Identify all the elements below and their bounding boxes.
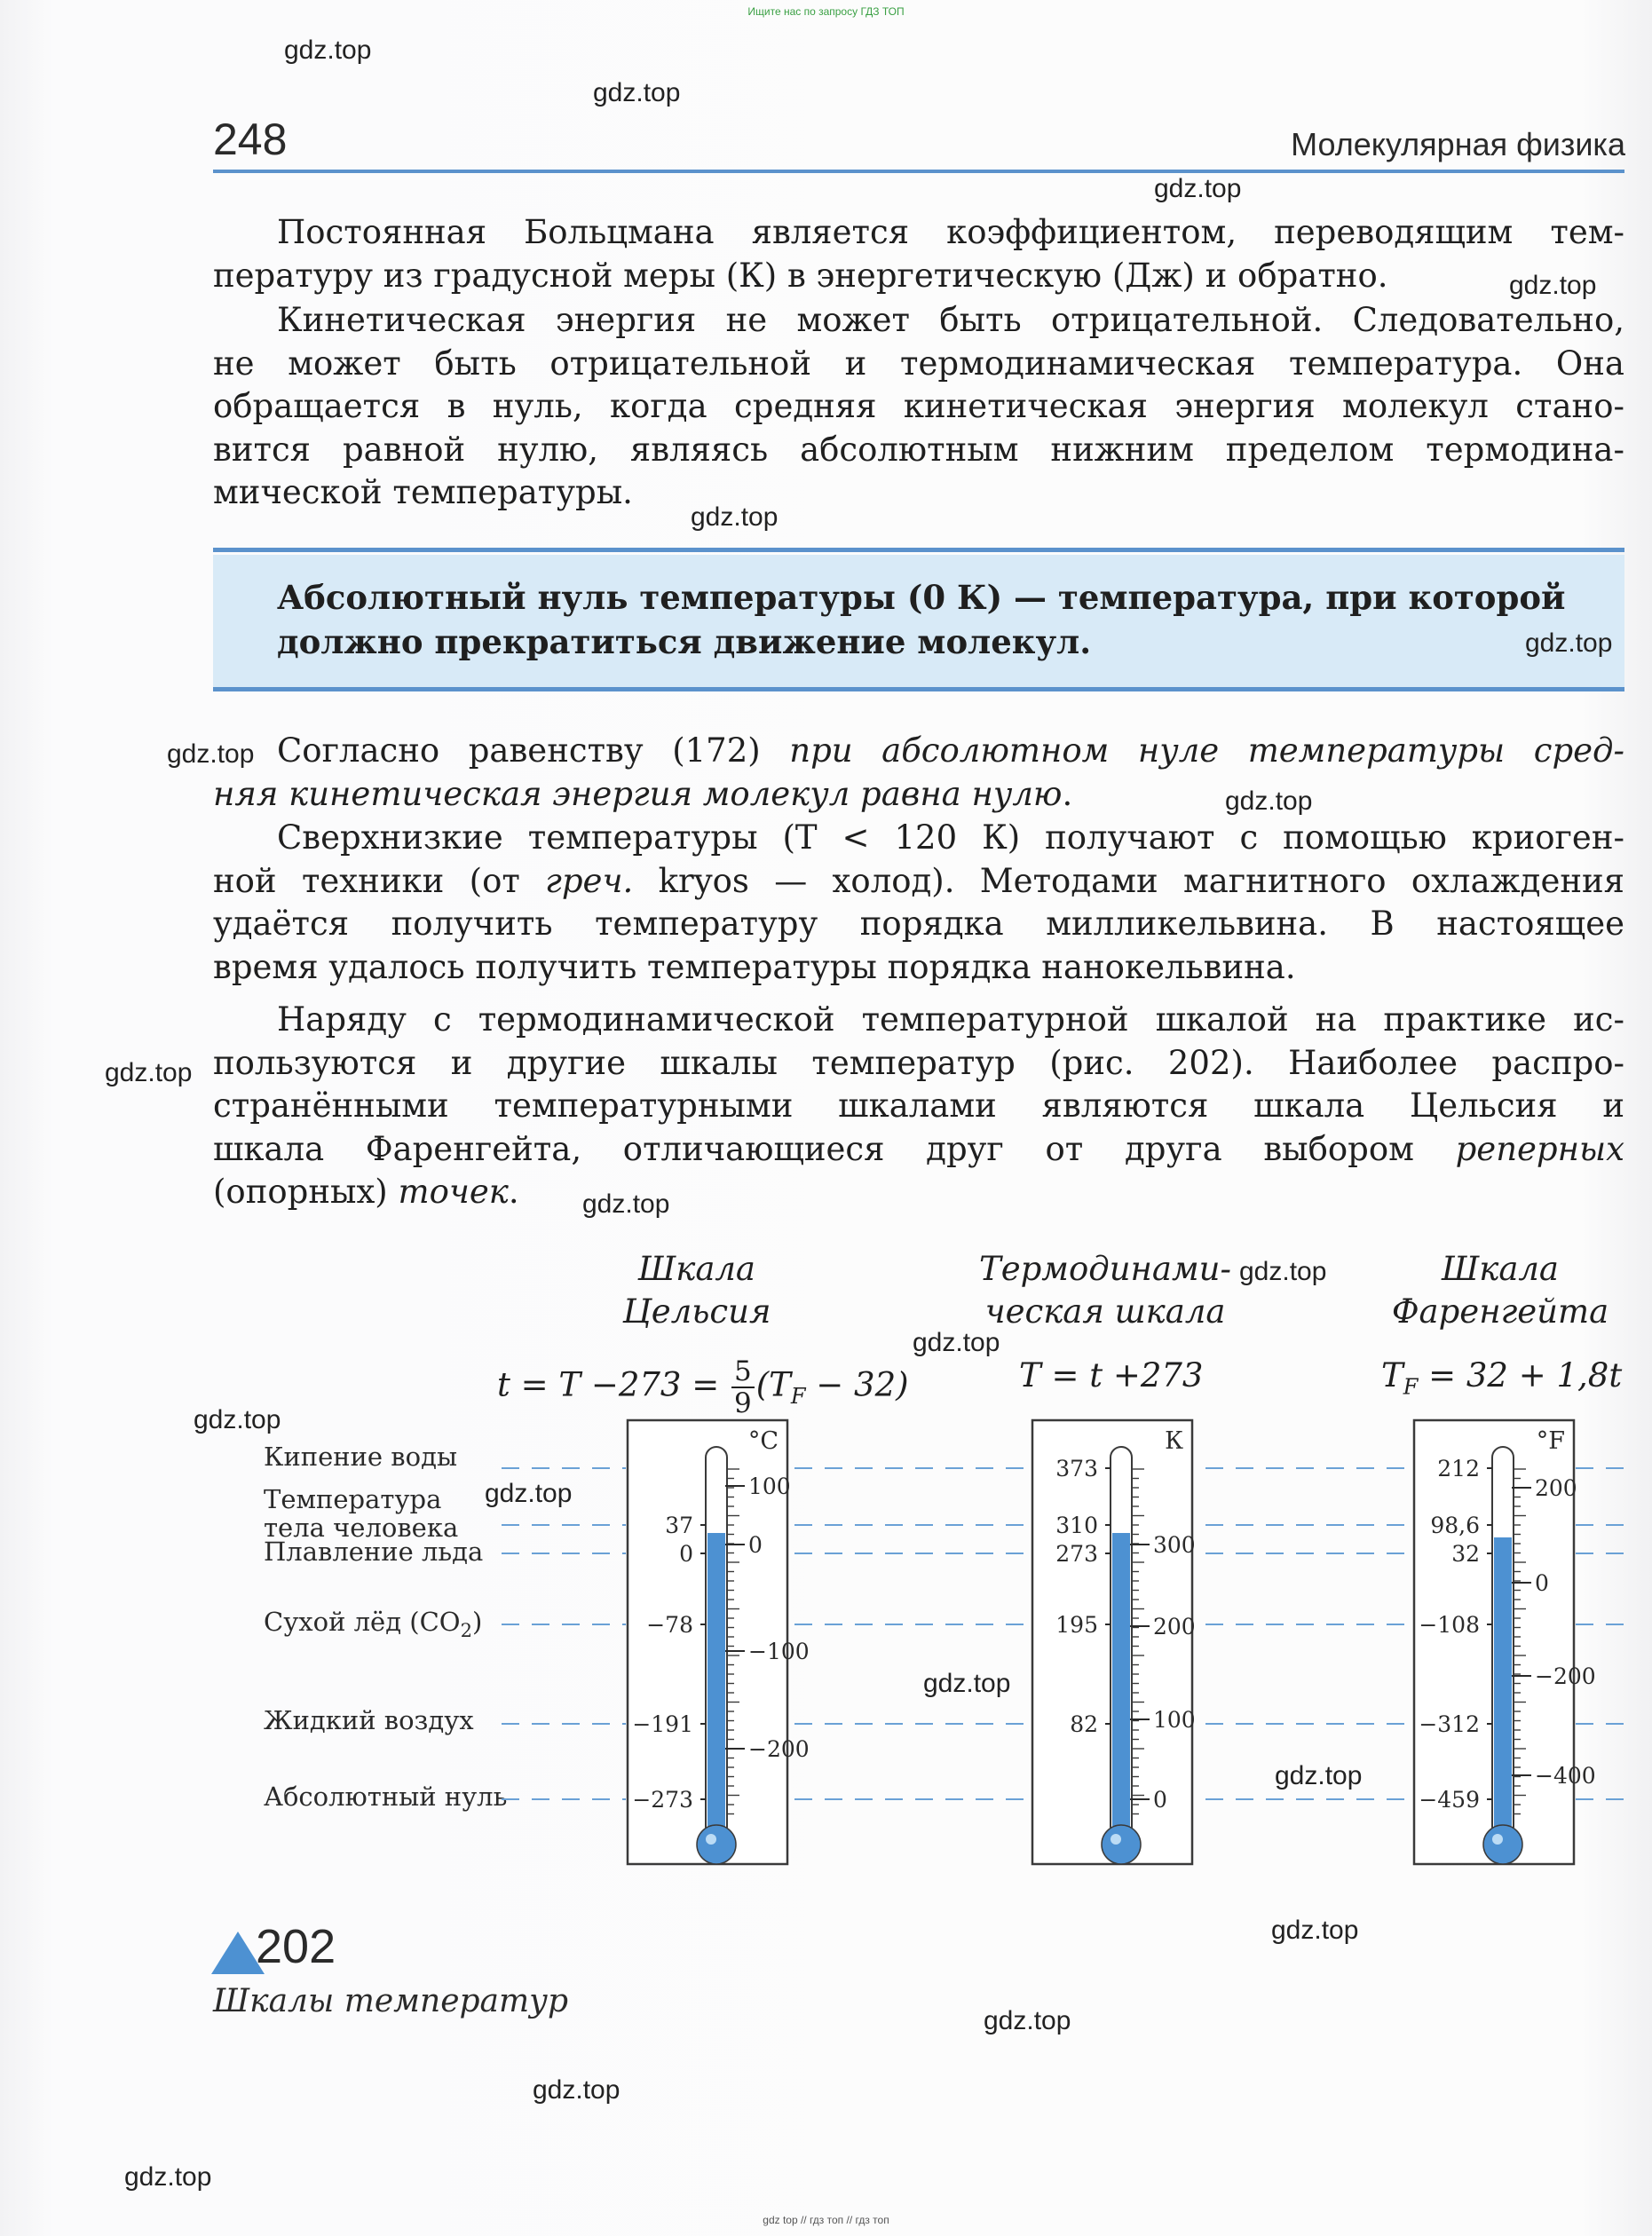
watermark: gdz.top xyxy=(1239,1257,1327,1286)
watermark: gdz.top xyxy=(923,1669,1011,1698)
watermark: gdz.top xyxy=(485,1479,573,1508)
text-run: шкала Фаренгейта, отличающиеся друг от друга выбором xyxy=(213,1129,1456,1168)
major-tick-label: 200 xyxy=(1535,1475,1577,1501)
italic-run: няя кинетическая энергия молекул равна нулю xyxy=(213,774,1063,813)
thermometer-bulb xyxy=(1102,1825,1141,1864)
title-line: Термодинами- xyxy=(979,1250,1231,1288)
bulb-highlight xyxy=(1111,1834,1121,1845)
watermark: gdz.top xyxy=(1154,174,1242,203)
label-part: ) xyxy=(471,1607,483,1637)
watermark: gdz.top xyxy=(167,739,255,769)
label-line: тела человека xyxy=(264,1513,459,1543)
row-label-ice: Плавление льда xyxy=(264,1537,484,1567)
watermark: gdz.top xyxy=(105,1058,193,1087)
title-line: Фаренгейта xyxy=(1391,1292,1609,1331)
major-tick-label: 100 xyxy=(748,1474,791,1499)
label-line: Температура xyxy=(264,1484,442,1514)
thermometer-bulb xyxy=(1483,1825,1522,1864)
text-line: странёнными температурными шкалами являются шкала Цельсия и xyxy=(213,1086,1624,1125)
watermark: gdz.top xyxy=(913,1328,1000,1357)
watermark: gdz.top xyxy=(1525,628,1613,658)
title-line: ческая шкала xyxy=(984,1292,1226,1331)
watermark: gdz.top xyxy=(1275,1761,1363,1790)
text-line: мической температуры. xyxy=(213,473,633,511)
reference-value: −191 xyxy=(632,1711,693,1737)
top-banner: Ищите нас по запросу ГДЗ ТОП xyxy=(747,5,905,18)
major-tick-label: −200 xyxy=(1535,1663,1596,1689)
text-line: не может быть отрицательной и термодинамическая температура. Она xyxy=(213,344,1624,383)
row-label-boiling: Кипение воды xyxy=(264,1442,458,1472)
reference-value: −459 xyxy=(1419,1787,1480,1813)
italic-run: реперных xyxy=(1455,1129,1624,1168)
formula-subscript: F xyxy=(790,1383,806,1409)
watermark: gdz.top xyxy=(1271,1916,1359,1945)
watermark: gdz.top xyxy=(194,1405,281,1434)
major-tick-label: −100 xyxy=(748,1639,810,1664)
text-line: удаётся получить температуру порядка милликельвина. В настоящее xyxy=(213,905,1624,943)
watermark: gdz.top xyxy=(124,2162,212,2192)
watermark: gdz.top xyxy=(284,36,372,65)
text-line: время удалось получить температуры порядка нанокельвина. xyxy=(213,947,1296,986)
bulb-highlight xyxy=(706,1834,716,1845)
italic-run: точек xyxy=(398,1173,509,1211)
formula-subscript: F xyxy=(1403,1374,1419,1400)
thermometer-bulb xyxy=(697,1825,736,1864)
text-line: Сверхнизкие температуры (T < 120 К) получают с помощью криоген- xyxy=(277,818,1624,857)
watermark: gdz.top xyxy=(582,1189,670,1219)
major-tick-label: −200 xyxy=(748,1736,810,1762)
reference-value: −78 xyxy=(646,1612,693,1638)
reference-value: 98,6 xyxy=(1430,1513,1480,1538)
major-tick-label: 0 xyxy=(1153,1787,1167,1813)
major-tick-label: 200 xyxy=(1153,1614,1196,1639)
major-tick-label: 0 xyxy=(748,1532,763,1558)
row-label-liquid-air: Жидкий воздух xyxy=(264,1705,474,1735)
mercury-column xyxy=(1112,1533,1130,1837)
watermark: gdz.top xyxy=(1225,786,1313,816)
text-run: . xyxy=(508,1173,519,1211)
reference-value: 0 xyxy=(679,1541,693,1567)
major-tick-label: 100 xyxy=(1153,1707,1196,1733)
reference-value: 273 xyxy=(1055,1541,1098,1567)
formula-part: (T xyxy=(755,1365,791,1404)
figure-caption: Шкалы температур xyxy=(213,1983,569,2019)
figure-number xyxy=(256,1919,336,1974)
title-line: Цельсия xyxy=(622,1292,771,1331)
fahrenheit-thermometer xyxy=(1414,1420,1596,1864)
watermark: gdz.top xyxy=(691,502,779,532)
definition-line: должно прекратиться движение молекул. xyxy=(277,622,1092,661)
watermark: gdz.top xyxy=(984,2006,1071,2035)
major-tick-label: 300 xyxy=(1153,1532,1196,1558)
reference-value: −108 xyxy=(1419,1612,1480,1638)
reference-value: 310 xyxy=(1055,1513,1098,1538)
watermark: gdz.top xyxy=(533,2075,620,2105)
page-number: 248 xyxy=(213,115,288,164)
reference-value: 212 xyxy=(1437,1456,1480,1481)
fraction-numerator: 5 xyxy=(731,1356,755,1388)
unit-label: К xyxy=(1165,1427,1183,1455)
title-line: Шкала xyxy=(638,1250,755,1288)
kelvin-formula: T = t +273 xyxy=(1019,1356,1204,1395)
reference-value: 373 xyxy=(1055,1456,1098,1481)
mercury-column xyxy=(1494,1537,1512,1837)
row-label-absolute-zero: Абсолютный нуль xyxy=(264,1782,508,1812)
text-line: Постоянная Больцмана является коэффициентом, переводящим тем- xyxy=(277,213,1624,251)
reference-value: 32 xyxy=(1451,1541,1480,1567)
reference-value: −312 xyxy=(1419,1711,1480,1737)
thermometers xyxy=(628,1420,1596,1864)
italic-run: греч. xyxy=(545,861,634,900)
bottom-banner: gdz top // гдз топ // гдз топ xyxy=(763,2214,889,2226)
triangle-icon xyxy=(211,1932,265,1974)
label-part: Сухой лёд (CO xyxy=(264,1607,461,1637)
text-line: пользуются и другие шкалы температур (рис. 202). Наиболее распро- xyxy=(213,1043,1624,1082)
title-line: Шкала xyxy=(1442,1250,1559,1288)
text-line: пературу из градусной меры (К) в энергетическую (Дж) и обратно. xyxy=(213,256,1388,295)
fraction-denominator: 9 xyxy=(733,1387,752,1419)
section-title: Молекулярная физика xyxy=(1291,126,1625,162)
formula-part: = 32 + 1,8t xyxy=(1418,1356,1623,1395)
kelvin-thermometer xyxy=(1032,1420,1196,1864)
celsius-thermometer xyxy=(628,1420,810,1864)
text-run: Согласно равенству (172) xyxy=(277,731,790,770)
formula-part: − 32) xyxy=(805,1365,909,1404)
bulb-highlight xyxy=(1492,1834,1503,1845)
formula-part: t = T −273 = xyxy=(497,1365,730,1404)
unit-label: °C xyxy=(747,1427,779,1455)
definition-line: Абсолютный нуль температуры (0 К) — температура, при которой xyxy=(277,578,1566,617)
text-run: ной техники (от xyxy=(213,861,546,900)
major-tick-label: 0 xyxy=(1535,1570,1549,1596)
text-line: обращается в нуль, когда средняя кинетическая энергия молекул стано- xyxy=(213,387,1624,425)
text-line: Кинетическая энергия не может быть отрицательной. Следовательно, xyxy=(277,301,1624,339)
reference-value: 82 xyxy=(1070,1711,1098,1737)
mercury-column xyxy=(707,1533,725,1837)
text-run: (опорных) xyxy=(213,1173,399,1211)
major-tick-label: −400 xyxy=(1535,1763,1596,1789)
unit-label: °F xyxy=(1536,1427,1565,1455)
watermark: gdz.top xyxy=(593,78,681,107)
reference-value: 37 xyxy=(665,1513,693,1538)
text-run: . xyxy=(1062,774,1073,813)
formula-part: T xyxy=(1381,1356,1403,1395)
watermark: gdz.top xyxy=(1509,271,1597,300)
text-line: вится равной нулю, являясь абсолютным нижним пределом термодина- xyxy=(213,430,1624,469)
text-line: Наряду с термодинамической температурной шкалой на практике ис- xyxy=(277,1000,1624,1039)
text-run: kryos — холод). Методами магнитного охлаждения xyxy=(633,861,1625,900)
italic-run: при абсолютном нуле температуры сред- xyxy=(789,731,1624,770)
reference-value: −273 xyxy=(632,1787,693,1813)
label-subscript: 2 xyxy=(460,1619,472,1641)
figure-number-text: 202 xyxy=(256,1920,336,1973)
reference-value: 195 xyxy=(1055,1612,1098,1638)
